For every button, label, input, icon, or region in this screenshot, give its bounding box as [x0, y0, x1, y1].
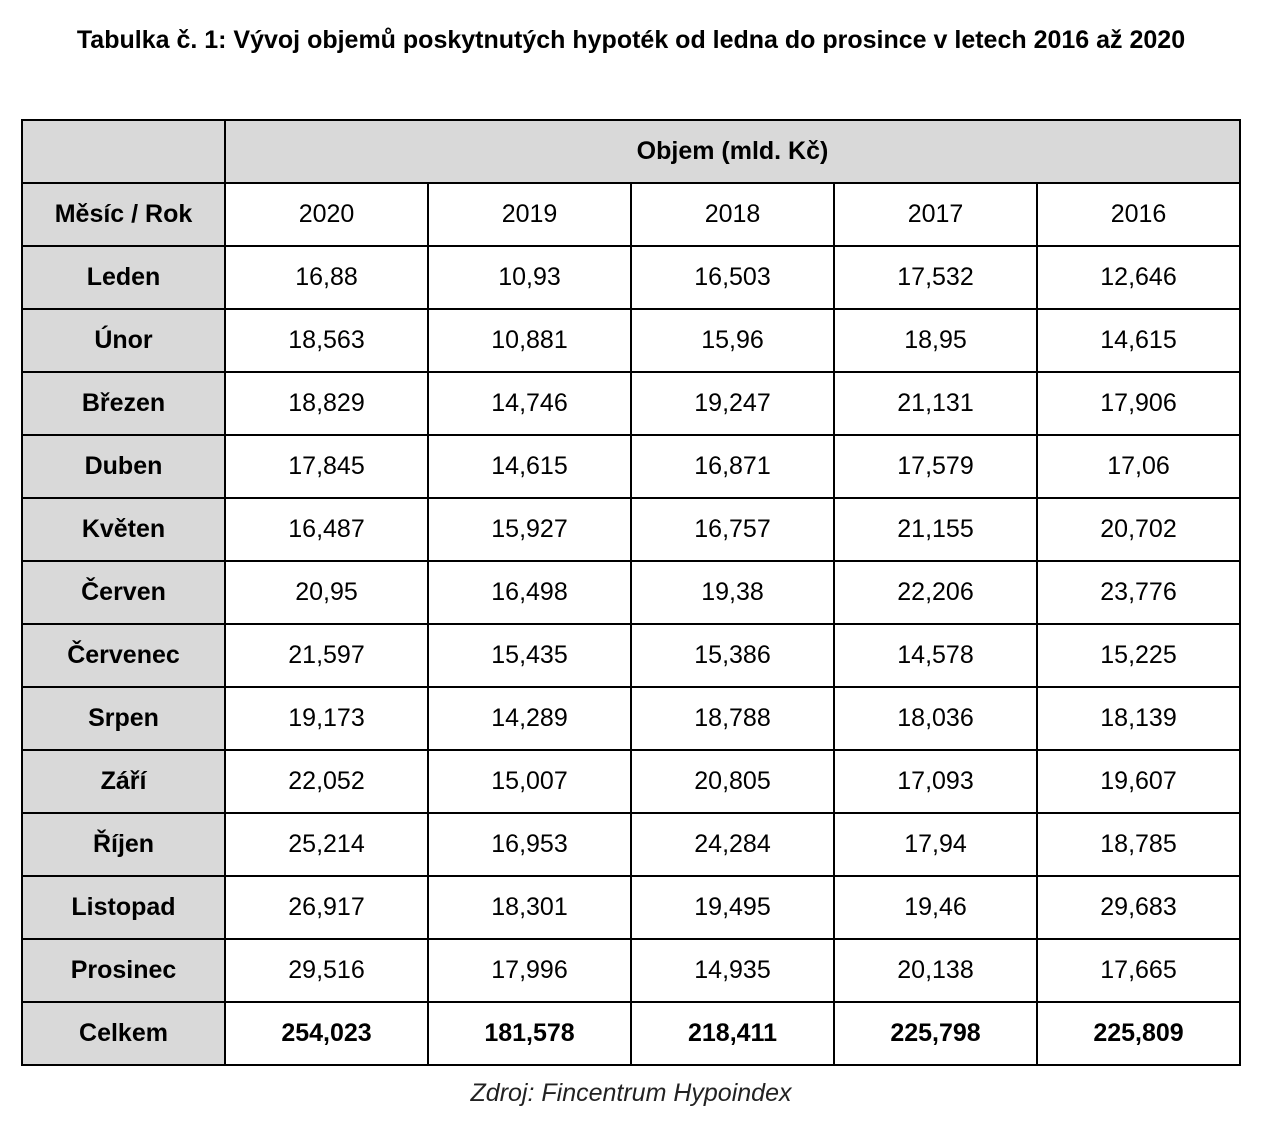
value-cell: 15,386 [631, 624, 834, 687]
value-cell: 19,173 [225, 687, 428, 750]
table-caption: Tabulka č. 1: Vývoj objemů poskytnutých hypoték od ledna do prosince v letech 2016 až 2020 [76, 26, 1186, 54]
year-header: 2019 [428, 183, 631, 246]
value-cell: 19,495 [631, 876, 834, 939]
value-cell: 15,225 [1037, 624, 1240, 687]
value-cell: 21,155 [834, 498, 1037, 561]
value-cell: 16,871 [631, 435, 834, 498]
value-cell: 17,845 [225, 435, 428, 498]
value-cell: 18,95 [834, 309, 1037, 372]
month-label: Listopad [22, 876, 225, 939]
value-cell: 29,683 [1037, 876, 1240, 939]
value-cell: 18,785 [1037, 813, 1240, 876]
value-cell: 16,953 [428, 813, 631, 876]
month-label: Květen [22, 498, 225, 561]
value-cell: 14,935 [631, 939, 834, 1002]
value-cell: 20,702 [1037, 498, 1240, 561]
month-label: Únor [22, 309, 225, 372]
month-label: Březen [22, 372, 225, 435]
mortgage-volume-table [21, 119, 1241, 1066]
value-cell: 14,746 [428, 372, 631, 435]
month-label: Prosinec [22, 939, 225, 1002]
value-cell: 18,563 [225, 309, 428, 372]
year-header: 2017 [834, 183, 1037, 246]
table-row [22, 246, 1240, 309]
table-row [22, 372, 1240, 435]
value-cell: 21,597 [225, 624, 428, 687]
month-label: Duben [22, 435, 225, 498]
value-cell: 26,917 [225, 876, 428, 939]
value-cell: 19,38 [631, 561, 834, 624]
month-label: Říjen [22, 813, 225, 876]
value-cell: 17,532 [834, 246, 1037, 309]
value-cell: 29,516 [225, 939, 428, 1002]
value-cell: 15,96 [631, 309, 834, 372]
value-cell: 17,94 [834, 813, 1037, 876]
value-cell: 17,579 [834, 435, 1037, 498]
value-cell: 17,996 [428, 939, 631, 1002]
value-cell: 16,757 [631, 498, 834, 561]
value-cell: 16,498 [428, 561, 631, 624]
table-row [22, 876, 1240, 939]
value-cell: 20,95 [225, 561, 428, 624]
value-cell: 18,036 [834, 687, 1037, 750]
source-note: Zdroj: Fincentrum Hypoindex [470, 1079, 792, 1107]
group-header: Objem (mld. Kč) [225, 120, 1240, 183]
total-value-cell: 218,411 [631, 1002, 834, 1065]
value-cell: 16,487 [225, 498, 428, 561]
value-cell: 17,906 [1037, 372, 1240, 435]
value-cell: 17,665 [1037, 939, 1240, 1002]
value-cell: 17,093 [834, 750, 1037, 813]
value-cell: 19,247 [631, 372, 834, 435]
value-cell: 22,052 [225, 750, 428, 813]
value-cell: 15,927 [428, 498, 631, 561]
table-row [22, 435, 1240, 498]
table-row [22, 561, 1240, 624]
value-cell: 18,829 [225, 372, 428, 435]
value-cell: 14,615 [1037, 309, 1240, 372]
value-cell: 16,88 [225, 246, 428, 309]
month-label: Září [22, 750, 225, 813]
value-cell: 19,46 [834, 876, 1037, 939]
corner-cell [22, 120, 225, 183]
table-row [22, 813, 1240, 876]
value-cell: 15,007 [428, 750, 631, 813]
value-cell: 10,881 [428, 309, 631, 372]
value-cell: 18,788 [631, 687, 834, 750]
group-header-row [22, 120, 1240, 183]
value-cell: 16,503 [631, 246, 834, 309]
year-header: 2020 [225, 183, 428, 246]
value-cell: 15,435 [428, 624, 631, 687]
year-header: 2016 [1037, 183, 1240, 246]
value-cell: 18,139 [1037, 687, 1240, 750]
value-cell: 22,206 [834, 561, 1037, 624]
value-cell: 14,289 [428, 687, 631, 750]
table-row [22, 750, 1240, 813]
value-cell: 12,646 [1037, 246, 1240, 309]
value-cell: 24,284 [631, 813, 834, 876]
total-label: Celkem [22, 1002, 225, 1065]
value-cell: 17,06 [1037, 435, 1240, 498]
value-cell: 19,607 [1037, 750, 1240, 813]
value-cell: 20,805 [631, 750, 834, 813]
value-cell: 20,138 [834, 939, 1037, 1002]
table-row [22, 498, 1240, 561]
total-value-cell: 225,798 [834, 1002, 1037, 1065]
total-value-cell: 254,023 [225, 1002, 428, 1065]
year-header-row [22, 183, 1240, 246]
value-cell: 23,776 [1037, 561, 1240, 624]
month-label: Srpen [22, 687, 225, 750]
total-value-cell: 225,809 [1037, 1002, 1240, 1065]
table-row [22, 309, 1240, 372]
value-cell: 18,301 [428, 876, 631, 939]
table-row [22, 939, 1240, 1002]
table-row [22, 687, 1240, 750]
value-cell: 25,214 [225, 813, 428, 876]
month-label: Leden [22, 246, 225, 309]
total-row [22, 1002, 1240, 1065]
total-value-cell: 181,578 [428, 1002, 631, 1065]
value-cell: 10,93 [428, 246, 631, 309]
month-label: Červenec [22, 624, 225, 687]
value-cell: 21,131 [834, 372, 1037, 435]
value-cell: 14,615 [428, 435, 631, 498]
table-row [22, 624, 1240, 687]
row-header-label: Měsíc / Rok [22, 183, 225, 246]
month-label: Červen [22, 561, 225, 624]
value-cell: 14,578 [834, 624, 1037, 687]
year-header: 2018 [631, 183, 834, 246]
